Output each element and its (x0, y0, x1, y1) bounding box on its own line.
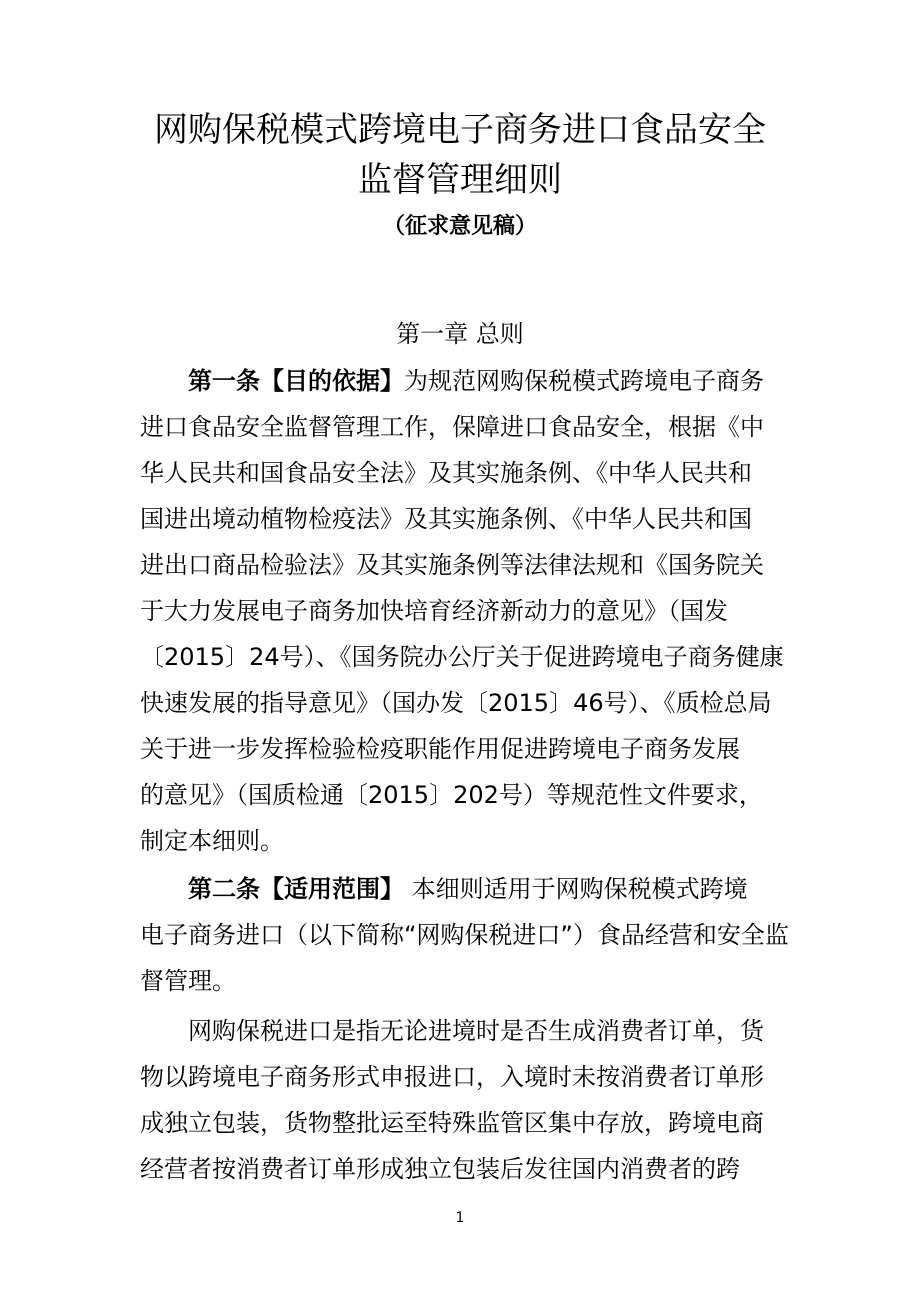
article-1-line: 制定本细则。 (140, 827, 284, 855)
article-1-line: 〔2015〕24号）、《国务院办公厅关于促进跨境电子商务健康 (140, 643, 784, 671)
article-2-heading: 第二条【适用范围】 (188, 875, 404, 903)
definition-line: 经营者按消费者订单形成独立包装后发往国内消费者的跨 (140, 1155, 740, 1183)
article-1-text: 为规范网购保税模式跨境电子商务 (404, 367, 764, 395)
article-2-line: 电子商务进口（以下简称“网购保税进口”）食品经营和安全监 (140, 921, 789, 949)
article-1-line: 于大力发展电子商务加快培育经济新动力的意见》（国发 (140, 597, 728, 625)
document-title-line-1: 网购保税模式跨境电子商务进口食品安全 (154, 110, 766, 150)
article-1-line (140, 358, 790, 404)
page-number: 1 (455, 1210, 465, 1226)
article-1-line: 国进出境动植物检疫法》及其实施条例、《中华人民共和国 (140, 505, 752, 533)
article-2-line: 督管理。 (140, 967, 236, 995)
article-1-line: 华人民共和国食品安全法》及其实施条例、《中华人民共和 (140, 459, 752, 487)
article-2-line (140, 866, 790, 912)
article-1-paragraph (140, 358, 790, 864)
article-2-paragraph (140, 866, 790, 1004)
article-2-text: 本细则适用于网购保税模式跨境 (404, 875, 748, 903)
article-1-line: 快速发展的指导意见》（国办发〔2015〕46号）、《质检总局 (140, 689, 772, 717)
article-1-heading: 第一条【目的依据】 (188, 367, 404, 395)
document-title-line-2: 监督管理细则 (358, 160, 562, 200)
definition-line: 网购保税进口是指无论进境时是否生成消费者订单，货 (188, 1017, 764, 1045)
article-1-line: 的意见》（国质检通〔2015〕202号）等规范性文件要求， (140, 781, 763, 809)
article-1-line: 进出口商品检验法》及其实施条例等法律法规和《国务院关 (140, 551, 764, 579)
chapter-heading: 第一章 总则 (396, 320, 524, 348)
definition-line: 物以跨境电子商务形式申报进口，入境时未按消费者订单形 (140, 1063, 764, 1091)
definition-line: 成独立包装，货物整批运至特殊监管区集中存放，跨境电商 (140, 1109, 764, 1137)
definition-paragraph (140, 1008, 790, 1192)
document-subtitle: （征求意见稿） (382, 214, 537, 239)
article-1-line: 进口食品安全监督管理工作，保障进口食品安全，根据《中 (140, 413, 764, 441)
article-1-line: 关于进一步发挥检验检疫职能作用促进跨境电子商务发展 (140, 735, 740, 763)
